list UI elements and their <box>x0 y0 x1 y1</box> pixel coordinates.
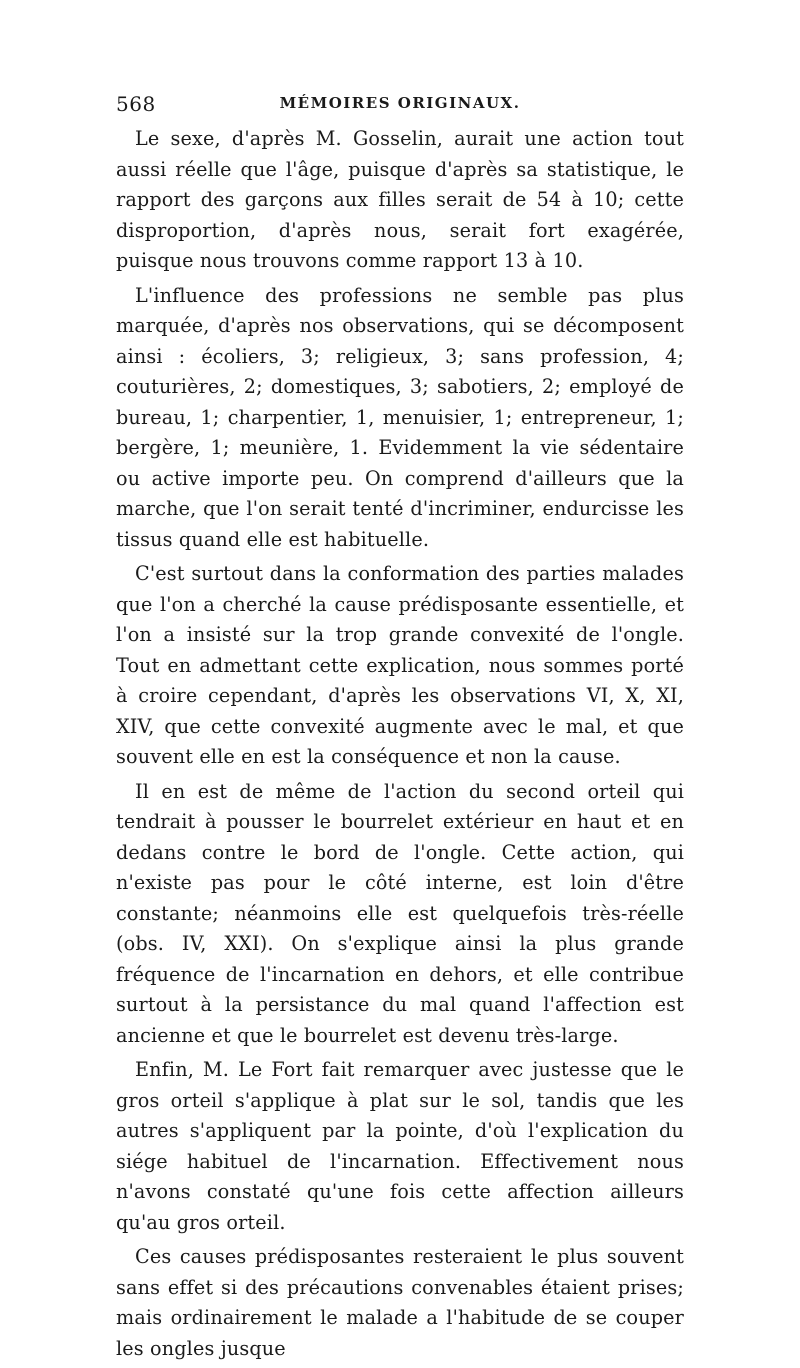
paragraph-conformation: C'est surtout dans la conformation des parties malades que l'on a cherché la cause prédisposante essentielle, et l'on a insisté sur la trop grande convexité de l'ongle. Tout en admettant cette explication, nous sommes porté à croire cependant, d'après les observations VI, X, XI, XIV, que cette convexité augmente avec le mal, et que souvent elle en est la conséquence et non la cause. <box>116 562 684 768</box>
book-page <box>116 92 684 1368</box>
paragraph-second-toe: Il en est de même de l'action du second orteil qui tendrait à pousser le bourrelet extérieur en haut et en dedans contre le bord de l'ongle. Cette action, qui n'existe pas pour le côté interne, est loin d'être constante; néanmoins elle est quelquefois très-réelle (obs. IV, XXI). On s'explique ainsi la plus grande fréquence de l'incarnation en dehors, et elle contribue surtout à la persistance du mal quand l'affection est ancienne et que le bourrelet est devenu très-large. <box>116 779 684 1047</box>
page-number: 568 <box>116 92 156 116</box>
running-title: MÉMOIRES ORIGINAUX. <box>279 94 521 112</box>
text-body <box>116 124 684 1364</box>
paragraph-sex: Le sexe, d'après M. Gosselin, aurait une action tout aussi réelle que l'âge, puisque d'après sa statistique, le rapport des garçons aux filles serait de 54 à 10; cette disproportion, d'après nous, serait fort exagérée, puisque nous trouvons comme rapport 13 à 10. <box>116 127 684 272</box>
paragraph-le-fort: Enfin, M. Le Fort fait remarquer avec justesse que le gros orteil s'applique à plat sur le sol, tandis que les autres s'appliquent par la pointe, d'où l'explication du siége habituel de l'incarnation. Effectivement nous n'avons constaté qu'une fois cette affection ailleurs qu'au gros orteil. <box>116 1058 684 1234</box>
running-head <box>116 92 684 120</box>
paragraph-predisposing-causes: Ces causes prédisposantes resteraient le plus souvent sans effet si des précautions convenables étaient prises; mais ordinairement le malade a l'habitude de se couper les ongles jusque <box>116 1245 684 1360</box>
paragraph-professions: L'influence des professions ne semble pas plus marquée, d'après nos observations, qui se décomposent ainsi : écoliers, 3; religieux, 3; sans profession, 4; couturières, 2; domestiques, 3; sabotiers, 2; employé de bureau, 1; charpentier, 1, menuisier, 1; entrepreneur, 1; bergère, 1; meunière, 1. Evidemment la vie sédentaire ou active importe peu. On comprend d'ailleurs que la marche, que l'on serait tenté d'incriminer, endurcisse les tissus quand elle est habituelle. <box>116 283 684 551</box>
